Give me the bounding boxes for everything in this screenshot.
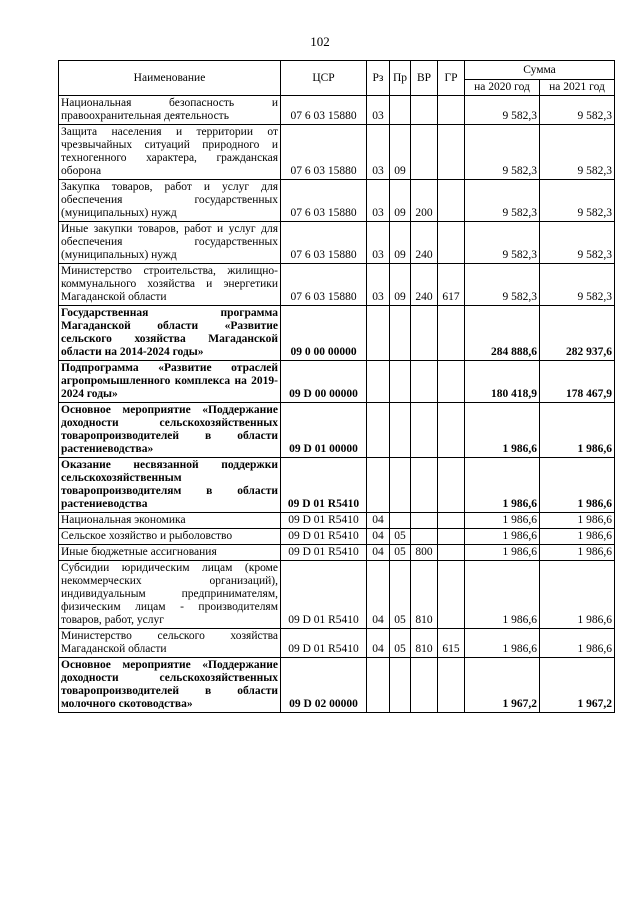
cell-pr	[390, 306, 411, 361]
table-row	[59, 264, 615, 306]
table-row	[59, 513, 615, 529]
cell-csr: 07 6 03 15880	[281, 264, 367, 306]
table-row	[59, 561, 615, 629]
cell-gr	[438, 403, 465, 458]
cell-csr: 09 D 01 R5410	[281, 458, 367, 513]
table-row	[59, 96, 615, 125]
cell-sum-2020: 9 582,3	[465, 222, 540, 264]
header-year-2021: на 2021 год	[540, 80, 615, 96]
cell-gr	[438, 561, 465, 629]
header-csr: ЦСР	[281, 61, 367, 96]
cell-sum-2020: 1 986,6	[465, 529, 540, 545]
cell-pr	[390, 658, 411, 713]
cell-sum-2020: 284 888,6	[465, 306, 540, 361]
cell-rz: 03	[367, 125, 390, 180]
cell-gr	[438, 513, 465, 529]
cell-name: Иные закупки товаров, работ и услуг для обеспечения государственных (муниципальных) нужд	[59, 222, 281, 264]
cell-vr	[411, 658, 438, 713]
header-year-2020: на 2020 год	[465, 80, 540, 96]
cell-csr: 09 D 00 00000	[281, 361, 367, 403]
cell-name: Иные бюджетные ассигнования	[59, 545, 281, 561]
cell-sum-2021: 1 967,2	[540, 658, 615, 713]
cell-sum-2021: 178 467,9	[540, 361, 615, 403]
cell-gr	[438, 96, 465, 125]
cell-name: Подпрограмма «Развитие отраслей агропромышленного комплекса на 2019-2024 годы»	[59, 361, 281, 403]
table-row	[59, 545, 615, 561]
cell-gr	[438, 222, 465, 264]
cell-rz: 04	[367, 545, 390, 561]
table-row	[59, 306, 615, 361]
cell-gr	[438, 545, 465, 561]
cell-sum-2020: 9 582,3	[465, 180, 540, 222]
cell-vr: 810	[411, 629, 438, 658]
cell-sum-2021: 282 937,6	[540, 306, 615, 361]
table-row	[59, 180, 615, 222]
cell-pr	[390, 403, 411, 458]
header-rz: Рз	[367, 61, 390, 96]
cell-sum-2021: 1 986,6	[540, 545, 615, 561]
cell-vr	[411, 125, 438, 180]
cell-rz	[367, 306, 390, 361]
cell-name: Министерство строительства, жилищно-коммунального хозяйства и энергетики Магаданской области	[59, 264, 281, 306]
cell-sum-2021: 1 986,6	[540, 403, 615, 458]
header-sum: Сумма	[465, 61, 615, 80]
cell-pr: 05	[390, 529, 411, 545]
header-pr: Пр	[390, 61, 411, 96]
table-body	[59, 96, 615, 713]
cell-name: Национальная безопасность и правоохранительная деятельность	[59, 96, 281, 125]
cell-rz	[367, 658, 390, 713]
cell-pr: 09	[390, 125, 411, 180]
cell-rz: 03	[367, 180, 390, 222]
cell-sum-2021: 1 986,6	[540, 458, 615, 513]
cell-csr: 09 D 01 R5410	[281, 629, 367, 658]
cell-rz: 03	[367, 264, 390, 306]
table-row	[59, 458, 615, 513]
cell-pr: 09	[390, 180, 411, 222]
cell-vr: 240	[411, 222, 438, 264]
cell-sum-2021: 9 582,3	[540, 180, 615, 222]
cell-rz: 04	[367, 529, 390, 545]
table-row	[59, 222, 615, 264]
cell-vr	[411, 403, 438, 458]
cell-gr	[438, 361, 465, 403]
cell-vr	[411, 306, 438, 361]
cell-name: Министерство сельского хозяйства Магаданской области	[59, 629, 281, 658]
cell-sum-2020: 9 582,3	[465, 96, 540, 125]
cell-sum-2021: 1 986,6	[540, 513, 615, 529]
cell-csr: 09 D 01 R5410	[281, 545, 367, 561]
cell-pr	[390, 96, 411, 125]
table-row	[59, 361, 615, 403]
cell-pr: 05	[390, 629, 411, 658]
cell-pr: 05	[390, 561, 411, 629]
cell-csr: 09 D 01 R5410	[281, 513, 367, 529]
cell-sum-2020: 180 418,9	[465, 361, 540, 403]
cell-pr	[390, 458, 411, 513]
cell-vr: 200	[411, 180, 438, 222]
cell-csr: 09 D 02 00000	[281, 658, 367, 713]
cell-name: Государственная программа Магаданской области «Развитие сельского хозяйства Магаданской области на 2014-2024 годы»	[59, 306, 281, 361]
cell-vr	[411, 96, 438, 125]
cell-csr: 09 0 00 00000	[281, 306, 367, 361]
cell-vr: 800	[411, 545, 438, 561]
header-gr: ГР	[438, 61, 465, 96]
cell-sum-2021: 9 582,3	[540, 264, 615, 306]
cell-sum-2020: 1 986,6	[465, 458, 540, 513]
cell-sum-2021: 9 582,3	[540, 96, 615, 125]
cell-gr	[438, 125, 465, 180]
cell-gr: 617	[438, 264, 465, 306]
cell-sum-2021: 9 582,3	[540, 222, 615, 264]
cell-name: Субсидии юридическим лицам (кроме некоммерческих организаций), индивидуальным предпринимателям, физическим лицам - производителям товаров, работ, услуг	[59, 561, 281, 629]
cell-csr: 07 6 03 15880	[281, 180, 367, 222]
cell-name: Закупка товаров, работ и услуг для обеспечения государственных (муниципальных) нужд	[59, 180, 281, 222]
cell-vr: 240	[411, 264, 438, 306]
cell-rz: 03	[367, 96, 390, 125]
cell-sum-2020: 9 582,3	[465, 264, 540, 306]
cell-csr: 07 6 03 15880	[281, 125, 367, 180]
cell-rz: 04	[367, 561, 390, 629]
cell-sum-2020: 1 967,2	[465, 658, 540, 713]
cell-vr	[411, 458, 438, 513]
cell-sum-2020: 9 582,3	[465, 125, 540, 180]
cell-vr: 810	[411, 561, 438, 629]
cell-sum-2021: 1 986,6	[540, 629, 615, 658]
cell-name: Сельское хозяйство и рыболовство	[59, 529, 281, 545]
cell-csr: 07 6 03 15880	[281, 222, 367, 264]
cell-sum-2020: 1 986,6	[465, 545, 540, 561]
cell-sum-2020: 1 986,6	[465, 629, 540, 658]
cell-name: Защита населения и территории от чрезвычайных ситуаций природного и техногенного характера, гражданская оборона	[59, 125, 281, 180]
cell-name: Оказание несвязанной поддержки сельскохозяйственным товаропроизводителям в области растениеводства	[59, 458, 281, 513]
table-row	[59, 403, 615, 458]
cell-rz: 03	[367, 222, 390, 264]
cell-rz: 04	[367, 629, 390, 658]
cell-gr	[438, 658, 465, 713]
cell-name: Основное мероприятие «Поддержание доходности сельскохозяйственных товаропроизводителей в области молочного скотоводства»	[59, 658, 281, 713]
cell-gr	[438, 180, 465, 222]
cell-gr	[438, 529, 465, 545]
cell-name: Национальная экономика	[59, 513, 281, 529]
cell-sum-2021: 1 986,6	[540, 529, 615, 545]
table-row	[59, 529, 615, 545]
cell-sum-2020: 1 986,6	[465, 561, 540, 629]
cell-gr	[438, 458, 465, 513]
cell-pr	[390, 361, 411, 403]
cell-csr: 07 6 03 15880	[281, 96, 367, 125]
cell-sum-2020: 1 986,6	[465, 513, 540, 529]
cell-pr: 09	[390, 264, 411, 306]
cell-sum-2020: 1 986,6	[465, 403, 540, 458]
cell-sum-2021: 1 986,6	[540, 561, 615, 629]
cell-vr	[411, 513, 438, 529]
page-number: 102	[310, 34, 330, 49]
cell-rz	[367, 458, 390, 513]
cell-sum-2021: 9 582,3	[540, 125, 615, 180]
cell-gr	[438, 306, 465, 361]
cell-pr: 09	[390, 222, 411, 264]
cell-csr: 09 D 01 00000	[281, 403, 367, 458]
cell-rz	[367, 403, 390, 458]
cell-name: Основное мероприятие «Поддержание доходности сельскохозяйственных товаропроизводителей в области растениеводства»	[59, 403, 281, 458]
cell-vr	[411, 361, 438, 403]
cell-pr: 05	[390, 545, 411, 561]
table-row	[59, 125, 615, 180]
table-row	[59, 629, 615, 658]
cell-csr: 09 D 01 R5410	[281, 529, 367, 545]
table-row	[59, 658, 615, 713]
cell-rz	[367, 361, 390, 403]
cell-rz: 04	[367, 513, 390, 529]
cell-csr: 09 D 01 R5410	[281, 561, 367, 629]
header-name: Наименование	[59, 61, 281, 96]
cell-vr	[411, 529, 438, 545]
cell-pr	[390, 513, 411, 529]
budget-table	[58, 60, 615, 713]
header-vr: ВР	[411, 61, 438, 96]
cell-gr: 615	[438, 629, 465, 658]
